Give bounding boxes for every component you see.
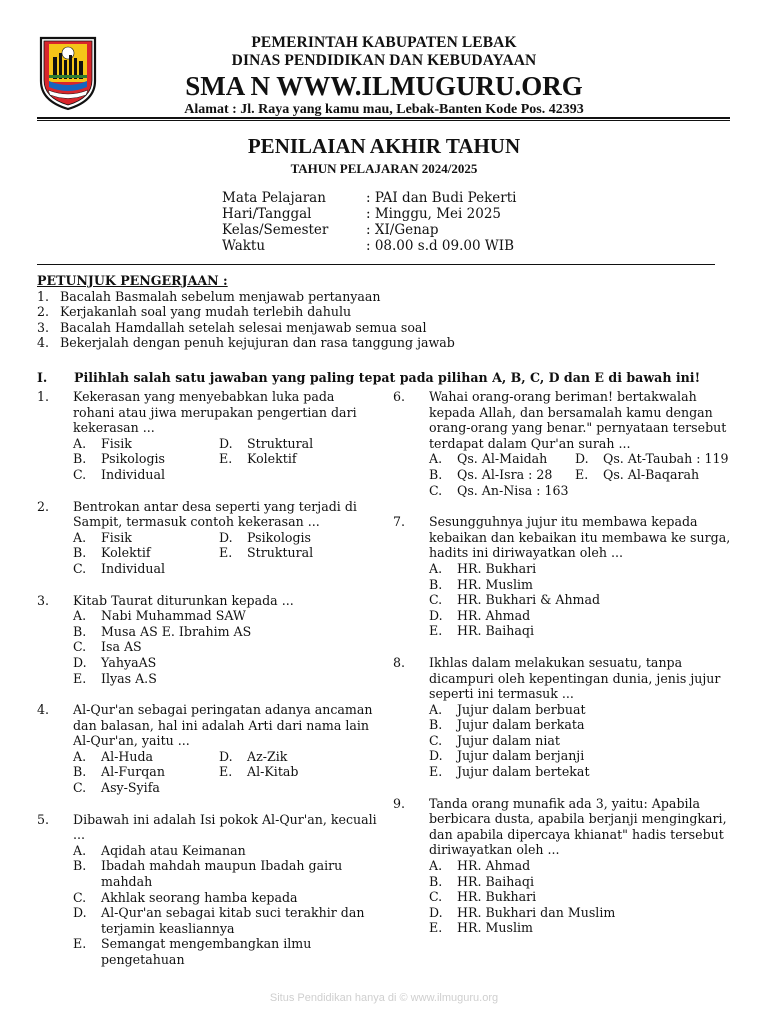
answer-options [37, 530, 377, 577]
answer-option [73, 624, 377, 640]
option-letter: D. [429, 748, 443, 764]
header-divider-thin [37, 120, 730, 121]
answer-option [429, 577, 733, 593]
question [37, 389, 377, 483]
answer-options [393, 702, 733, 780]
option-text: Kolektif [247, 451, 297, 467]
question [393, 655, 733, 780]
answer-options [393, 858, 733, 936]
info-label: Kelas/Semester [222, 222, 329, 238]
option-text: Aqidah atau Keimanan [101, 842, 246, 858]
option-text: Psikologis [101, 451, 166, 467]
question-number: 6. [393, 389, 406, 404]
school-address: Alamat : Jl. Raya yang kamu mau, Lebak-Banten Kode Pos. 42393 [184, 102, 584, 117]
option-letter: C. [73, 889, 87, 905]
answer-option [429, 467, 575, 483]
option-letter: C. [73, 639, 87, 655]
option-letter: E. [73, 670, 87, 686]
option-text: Akhlak seorang hamba kepada [101, 889, 298, 905]
school-name: SMA N WWW.ILMUGURU.ORG [185, 71, 583, 101]
option-text: HR. Baihaqi [457, 873, 534, 889]
option-letter: C. [73, 466, 87, 482]
answer-option [429, 623, 733, 639]
question-text: Al-Qur'an sebagai peringatan adanya ancaman dan balasan, hal ini adalah Arti dari nama lain Al-Qur'an, yaitu ... [73, 702, 373, 749]
question-text: Wahai orang-orang beriman! bertakwalah kepada Allah, dan bersamalah kamu dengan orang-orang yang benar." pernyataan tersebut terdapat dalam Qur'an surah ... [429, 389, 727, 451]
option-text: Individual [101, 466, 166, 482]
option-letter: C. [429, 732, 443, 748]
instruction-item [37, 304, 455, 320]
option-text: Qs. At-Taubah : 119 [603, 451, 729, 467]
option-letter: C. [429, 482, 443, 498]
option-text: Individual [101, 560, 166, 576]
option-text: Al-Huda [101, 748, 154, 764]
answer-options [37, 608, 377, 686]
letterhead [110, 34, 658, 118]
option-letter: D. [429, 607, 443, 623]
answer-option [219, 764, 377, 780]
instructions-heading: PETUNJUK PENGERJAAN : [37, 273, 228, 288]
answer-option [575, 467, 733, 483]
option-letter: B. [73, 764, 87, 780]
answer-options [393, 561, 733, 639]
answer-option [429, 889, 733, 905]
info-label: Mata Pelajaran [222, 190, 326, 206]
option-text: Qs. Al-Isra : 28 [457, 466, 553, 482]
question-text: Dibawah ini adalah Isi pokok Al-Qur'an, kecuali ... [73, 811, 377, 843]
question-text: Sesungguhnya jujur itu membawa kepada kebaikan dan kebaikan itu membawa ke surga, hadits ini diriwayatkan oleh ... [429, 514, 731, 561]
option-letter: C. [429, 889, 443, 905]
instruction-text: Bacalah Basmalah sebelum menjawab pertanyaan [60, 288, 381, 304]
instruction-number: 2. [37, 304, 50, 320]
info-row [222, 222, 516, 238]
option-text: Fisik [101, 435, 132, 451]
answer-option [429, 905, 733, 921]
lebak-regency-emblem-icon [37, 35, 99, 111]
info-row [222, 206, 516, 222]
answer-option [429, 608, 733, 624]
header-divider [37, 117, 730, 119]
option-letter: A. [73, 435, 87, 451]
option-letter: A. [73, 748, 87, 764]
section-text: Pilihlah salah satu jawaban yang paling tepat pada pilihan A, B, C, D dan E di bawah ini! [74, 370, 701, 385]
option-letter: E. [219, 545, 233, 561]
option-letter: E. [429, 623, 443, 639]
option-letter: E. [575, 466, 589, 482]
option-letter: A. [73, 529, 87, 545]
option-letter: B. [73, 623, 87, 639]
question-number: 9. [393, 795, 406, 811]
option-text: HR. Bukhari [457, 889, 537, 905]
option-text: HR. Muslim [457, 920, 533, 936]
option-letter: A. [429, 451, 443, 467]
answer-option [73, 639, 377, 655]
option-letter: E. [219, 764, 233, 780]
answer-option [429, 858, 733, 874]
exam-year: TAHUN PELAJARAN 2024/2025 [290, 161, 478, 176]
answer-option [429, 733, 733, 749]
answer-option [429, 764, 733, 780]
answer-option [73, 561, 219, 577]
instructions [37, 273, 455, 351]
info-divider [37, 264, 715, 265]
option-text: Al-Qur'an sebagai kitab suci terakhir dan terjamin keasliannya [101, 905, 365, 936]
answer-options [37, 843, 377, 968]
option-text: Jujur dalam niat [457, 732, 560, 748]
option-text: HR. Bukhari & Ahmad [457, 592, 601, 608]
question-number: 8. [393, 654, 406, 670]
answer-option [73, 467, 219, 483]
question-text: Tanda orang munafik ada 3, yaitu: Apabila berbicara dusta, apabila berjanji mengingkari, dan apabila dipercaya khianat" hadis tersebut diriwayatkan oleh ... [429, 795, 727, 858]
option-letter: A. [429, 701, 443, 717]
info-row [222, 238, 516, 254]
info-value: : PAI dan Budi Pekerti [366, 190, 517, 206]
answer-option [575, 451, 733, 467]
option-text: Ilyas A.S [101, 670, 157, 686]
option-text: Asy-Syifa [101, 780, 160, 796]
option-letter: E. [429, 764, 443, 780]
info-row [222, 190, 516, 206]
option-letter: D. [219, 435, 233, 451]
option-letter: B. [429, 717, 443, 733]
option-text: Fisik [101, 529, 132, 545]
option-letter: A. [429, 560, 443, 576]
info-value: : 08.00 s.d 09.00 WIB [366, 238, 514, 254]
answer-options [37, 436, 377, 483]
instruction-item [37, 320, 455, 336]
option-letter: C. [73, 780, 87, 796]
option-text: YahyaAS [101, 654, 157, 670]
exam-title: PENILAIAN AKHIR TAHUN [247, 134, 521, 158]
option-letter: D. [219, 748, 233, 764]
option-text: Jujur dalam berkata [457, 717, 585, 733]
option-text: Struktural [247, 435, 314, 451]
answer-option [219, 530, 377, 546]
info-label: Hari/Tanggal [222, 206, 312, 222]
answer-option [73, 545, 219, 561]
option-text: Psikologis [247, 529, 312, 545]
option-letter: B. [73, 545, 87, 561]
option-letter: C. [73, 560, 87, 576]
answer-option [219, 545, 377, 561]
option-text: HR. Muslim [457, 576, 533, 592]
answer-option [429, 920, 733, 936]
option-text: Qs. Al-Maidah [457, 451, 548, 467]
questions-column-left [37, 389, 377, 984]
footer-watermark: Situs Pendidikan hanya di © www.ilmuguru.org [269, 992, 499, 1004]
exam-info [222, 190, 516, 254]
answer-option [429, 702, 733, 718]
option-text: Isa AS [101, 639, 142, 655]
answer-option [219, 436, 377, 452]
option-text: Qs. Al-Baqarah [603, 466, 700, 482]
question-number: 1. [37, 389, 50, 404]
option-text: Al-Furqan [101, 764, 165, 780]
instruction-item [37, 335, 455, 351]
question [37, 702, 377, 796]
answer-option [429, 592, 733, 608]
option-text: HR. Ahmad [457, 607, 531, 623]
option-letter: D. [429, 904, 443, 920]
question [37, 499, 377, 577]
answer-option [73, 608, 377, 624]
question-text: Ikhlas dalam melakukan sesuatu, tanpa dicampuri oleh kepentingan dunia, jenis jujur seperti ini termasuk ... [429, 654, 721, 702]
answer-options [37, 749, 377, 796]
answer-option [73, 764, 219, 780]
answer-option [429, 717, 733, 733]
question-number: 7. [393, 514, 406, 530]
questions-column-right [393, 389, 733, 952]
option-letter: B. [73, 451, 87, 467]
answer-option [219, 749, 377, 765]
answer-options [393, 451, 733, 498]
option-text: Nabi Muhammad SAW [101, 608, 246, 624]
instruction-text: Kerjakanlah soal yang mudah terlebih dahulu [60, 304, 352, 320]
option-letter: E. [73, 936, 87, 952]
question [393, 514, 733, 639]
question [37, 812, 377, 968]
question-number: 3. [37, 592, 50, 608]
option-letter: A. [73, 608, 87, 624]
answer-option [73, 655, 377, 671]
option-text: Jujur dalam berjanji [457, 748, 585, 764]
instruction-text: Bacalah Hamdallah setelah selesai menjawab semua soal [60, 319, 427, 335]
answer-option [219, 451, 377, 467]
instruction-number: 3. [37, 319, 50, 335]
info-value: : Minggu, Mei 2025 [366, 206, 502, 222]
option-text: Jujur dalam berbuat [457, 701, 586, 717]
question-number: 2. [37, 498, 50, 514]
option-letter: B. [429, 576, 443, 592]
option-letter: D. [73, 654, 87, 670]
answer-option [73, 780, 219, 796]
government-name: PEMERINTAH KABUPATEN LEBAK [251, 34, 517, 51]
instruction-number: 1. [37, 288, 50, 304]
section-number: I. [37, 370, 48, 385]
answer-option [429, 483, 575, 499]
option-text: HR. Ahmad [457, 858, 531, 874]
option-letter: D. [575, 451, 589, 467]
instruction-number: 4. [37, 335, 50, 351]
option-text: Ibadah mahdah maupun Ibadah gairu mahdah [101, 858, 343, 890]
option-letter: E. [429, 920, 443, 936]
option-letter: A. [429, 858, 443, 874]
answer-option [429, 748, 733, 764]
option-text: Semangat mengembangkan ilmu pengetahuan [101, 936, 312, 967]
answer-option [429, 874, 733, 890]
option-text: Struktural [247, 545, 314, 561]
option-text: Musa AS E. Ibrahim AS [101, 623, 252, 639]
option-text: Qs. An-Nisa : 163 [457, 482, 569, 498]
question [37, 593, 377, 687]
option-letter: C. [429, 592, 443, 608]
answer-option [73, 936, 377, 967]
answer-option [73, 749, 219, 765]
option-letter: E. [219, 451, 233, 467]
info-label: Waktu [222, 238, 266, 254]
question [393, 389, 733, 498]
answer-option [73, 530, 219, 546]
option-letter: D. [73, 905, 87, 921]
answer-option [73, 890, 377, 906]
answer-option [73, 671, 377, 687]
department-name: DINAS PENDIDIKAN DAN KEBUDAYAAN [231, 52, 537, 69]
question-number: 4. [37, 702, 50, 718]
answer-option [429, 451, 575, 467]
answer-option [73, 436, 219, 452]
question-text: Kekerasan yang menyebabkan luka pada rohani atau jiwa merupakan pengertian dari kekerasan ... [73, 389, 357, 436]
option-text: Az-Zik [247, 748, 288, 764]
question-text: Kitab Taurat diturunkan kepada ... [73, 592, 294, 608]
option-text: Al-Kitab [247, 764, 299, 780]
answer-option [429, 561, 733, 577]
option-letter: B. [429, 873, 443, 889]
option-letter: B. [429, 466, 443, 482]
option-text: HR. Bukhari dan Muslim [457, 904, 616, 920]
question-text: Bentrokan antar desa seperti yang terjadi di Sampit, termasuk contoh kekerasan ... [73, 498, 357, 530]
answer-option [73, 905, 377, 936]
instruction-item [37, 289, 455, 305]
option-letter: B. [73, 858, 87, 874]
section-heading [37, 370, 737, 386]
option-letter: D. [219, 529, 233, 545]
answer-option [73, 858, 377, 889]
info-value: : XI/Genap [366, 222, 439, 238]
option-text: HR. Bukhari [457, 560, 537, 576]
question [393, 796, 733, 936]
question-number: 5. [37, 811, 50, 827]
option-text: Kolektif [101, 545, 151, 561]
instruction-text: Bekerjalah dengan penuh kejujuran dan rasa tanggung jawab [60, 335, 455, 351]
answer-option [73, 843, 377, 859]
option-text: Jujur dalam bertekat [457, 764, 590, 780]
answer-option [73, 451, 219, 467]
option-text: HR. Baihaqi [457, 623, 534, 639]
option-letter: A. [73, 842, 87, 858]
